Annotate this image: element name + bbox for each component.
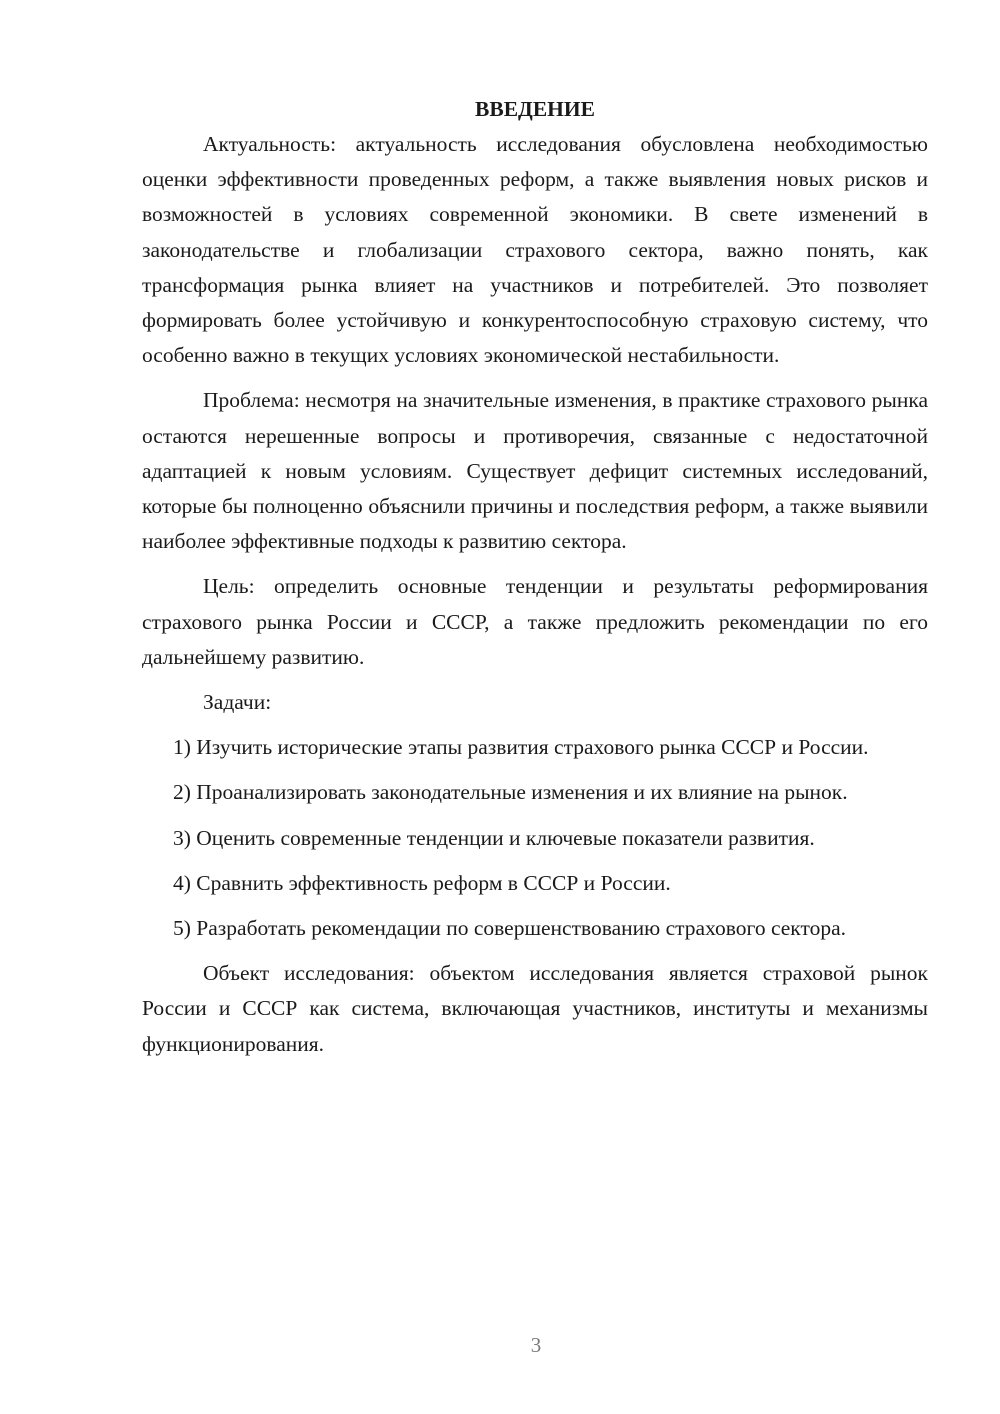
document-page (142, 92, 928, 1062)
paragraph-relevance: Актуальность: актуальность исследования обусловлена необходимостью оценки эффективности проведенных реформ, а также выявления новых рисков и возможностей в условиях современной экономики. В свете изменений в законодательстве и глобализации страхового сектора, важно понять, как трансформация рынка влияет на участников и потребителей. Это позволяет формировать более устойчивую и конкурентоспособную страховую систему, что особенно важно в текущих условиях экономической нестабильности. (142, 132, 928, 368)
paragraph-problem: Проблема: несмотря на значительные изменения, в практике страхового рынка остаются нерешенные вопросы и противоречия, связанные с недостаточной адаптацией к новым условиям. Существует дефицит системных исследований, которые бы полноценно объяснили причины и последствия реформ, а также выявили наиболее эффективные подходы к развитию сектора. (142, 388, 928, 554)
task-item-2: 2) Проанализировать законодательные изменения и их влияние на рынок. (173, 780, 848, 805)
task-item-4: 4) Сравнить эффективность реформ в СССР и России. (173, 870, 671, 895)
page-title: ВВЕДЕНИЕ (475, 97, 595, 121)
paragraph-goal: Цель: определить основные тенденции и результаты реформирования страхового рынка России и СССР, а также предложить рекомендации по его дальнейшему развитию. (142, 574, 928, 669)
tasks-heading: Задачи: (203, 690, 272, 715)
task-item-3: 3) Оценить современные тенденции и ключевые показатели развития. (173, 825, 815, 850)
paragraph-object: Объект исследования: объектом исследования является страховой рынок России и СССР как система, включающая участников, институты и механизмы функционирования. (142, 961, 928, 1056)
task-item-5: 5) Разработать рекомендации по совершенствованию страхового сектора. (173, 916, 846, 941)
page-number: 3 (530, 1333, 542, 1357)
task-item-1: 1) Изучить исторические этапы развития страхового рынка СССР и России. (173, 735, 869, 760)
